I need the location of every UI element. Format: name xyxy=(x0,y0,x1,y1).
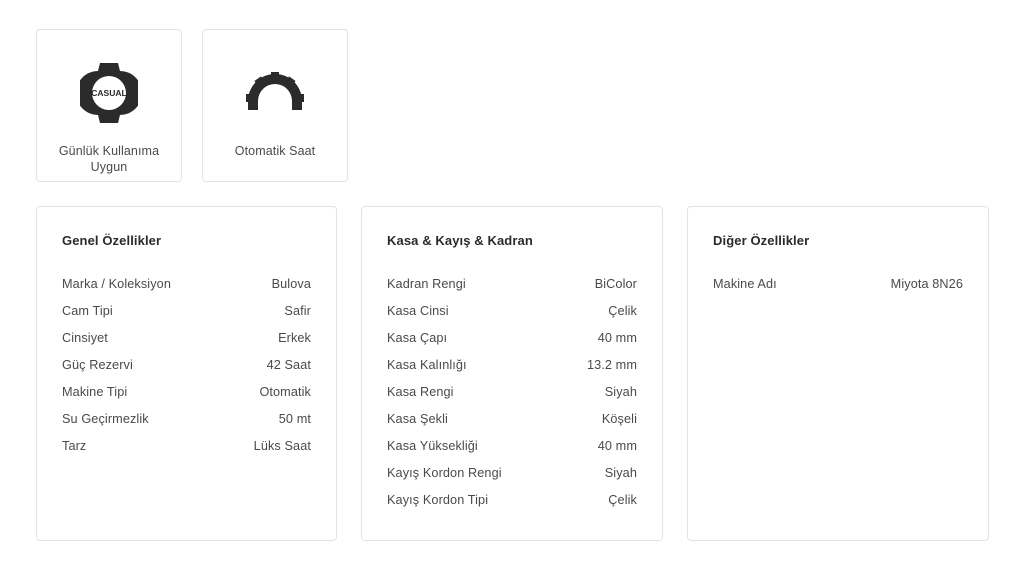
spec-key: Kasa Şekli xyxy=(387,411,448,426)
spec-key: Kasa Çapı xyxy=(387,330,448,345)
spec-value: Köşeli xyxy=(601,411,637,426)
panel-title: Diğer Özellikler xyxy=(713,233,810,248)
spec-key: Su Geçirmezlik xyxy=(62,411,149,426)
spec-row xyxy=(387,378,637,405)
feature-badge-casual xyxy=(36,29,182,182)
spec-row xyxy=(387,486,637,513)
spec-key: Kasa Kalınlığı xyxy=(387,357,467,372)
panel-title: Kasa & Kayış & Kadran xyxy=(387,233,533,248)
spec-value: 40 mm xyxy=(597,330,637,345)
spec-key: Kasa Rengi xyxy=(387,384,454,399)
spec-value: Lüks Saat xyxy=(253,438,311,453)
panel-title: Genel Özellikler xyxy=(62,233,162,248)
spec-row xyxy=(62,270,311,297)
spec-row xyxy=(62,432,311,459)
spec-value: 40 mm xyxy=(597,438,637,453)
spec-value: 50 mt xyxy=(278,411,311,426)
spec-key: Makine Tipi xyxy=(62,384,128,399)
spec-key: Kasa Yüksekliği xyxy=(387,438,478,453)
spec-key: Kadran Rengi xyxy=(387,276,466,291)
spec-row xyxy=(387,405,637,432)
spec-key: Marka / Koleksiyon xyxy=(62,276,171,291)
spec-row xyxy=(62,405,311,432)
spec-row xyxy=(387,270,637,297)
spec-value: Çelik xyxy=(608,492,637,507)
spec-value: Çelik xyxy=(608,303,637,318)
spec-value: Otomatik xyxy=(259,384,311,399)
feature-badge-label: Otomatik Saat xyxy=(234,144,316,158)
svg-text:CASUAL: CASUAL xyxy=(91,88,127,98)
spec-row xyxy=(62,324,311,351)
spec-key: Kayış Kordon Rengi xyxy=(387,465,502,480)
spec-panel-kasa-kayis-kadran xyxy=(361,206,663,541)
spec-value: Bulova xyxy=(271,276,311,291)
feature-badge-row xyxy=(36,29,348,182)
spec-key: Kasa Cinsi xyxy=(387,303,449,318)
spec-row xyxy=(387,432,637,459)
spec-panel-genel-ozellikler xyxy=(36,206,337,541)
spec-row xyxy=(62,378,311,405)
spec-key: Güç Rezervi xyxy=(62,357,133,372)
spec-key: Cam Tipi xyxy=(62,303,113,318)
spec-row xyxy=(713,270,963,297)
spec-value: 42 Saat xyxy=(266,357,311,372)
spec-key: Tarz xyxy=(62,438,87,453)
feature-badge-label: Günlük Kullanıma Uygun xyxy=(58,144,160,175)
spec-row xyxy=(387,351,637,378)
spec-value: BiColor xyxy=(594,276,637,291)
spec-row xyxy=(387,324,637,351)
spec-panel-diger-ozellikler xyxy=(687,206,989,541)
spec-row xyxy=(62,297,311,324)
spec-row xyxy=(387,297,637,324)
spec-panels xyxy=(36,206,989,541)
gear-automatic-icon xyxy=(244,57,306,129)
spec-value: Erkek xyxy=(278,330,311,345)
spec-key: Makine Adı xyxy=(713,276,777,291)
spec-row xyxy=(62,351,311,378)
spec-value: 13.2 mm xyxy=(586,357,637,372)
spec-value: Siyah xyxy=(604,465,637,480)
spec-value: Siyah xyxy=(604,384,637,399)
spec-row xyxy=(387,459,637,486)
spec-key: Kayış Kordon Tipi xyxy=(387,492,489,507)
spec-value: Safir xyxy=(284,303,311,318)
spec-key: Cinsiyet xyxy=(62,330,108,345)
feature-badge-automatic xyxy=(202,29,348,182)
casual-watch-icon xyxy=(80,57,138,129)
spec-value: Miyota 8N26 xyxy=(890,276,963,291)
